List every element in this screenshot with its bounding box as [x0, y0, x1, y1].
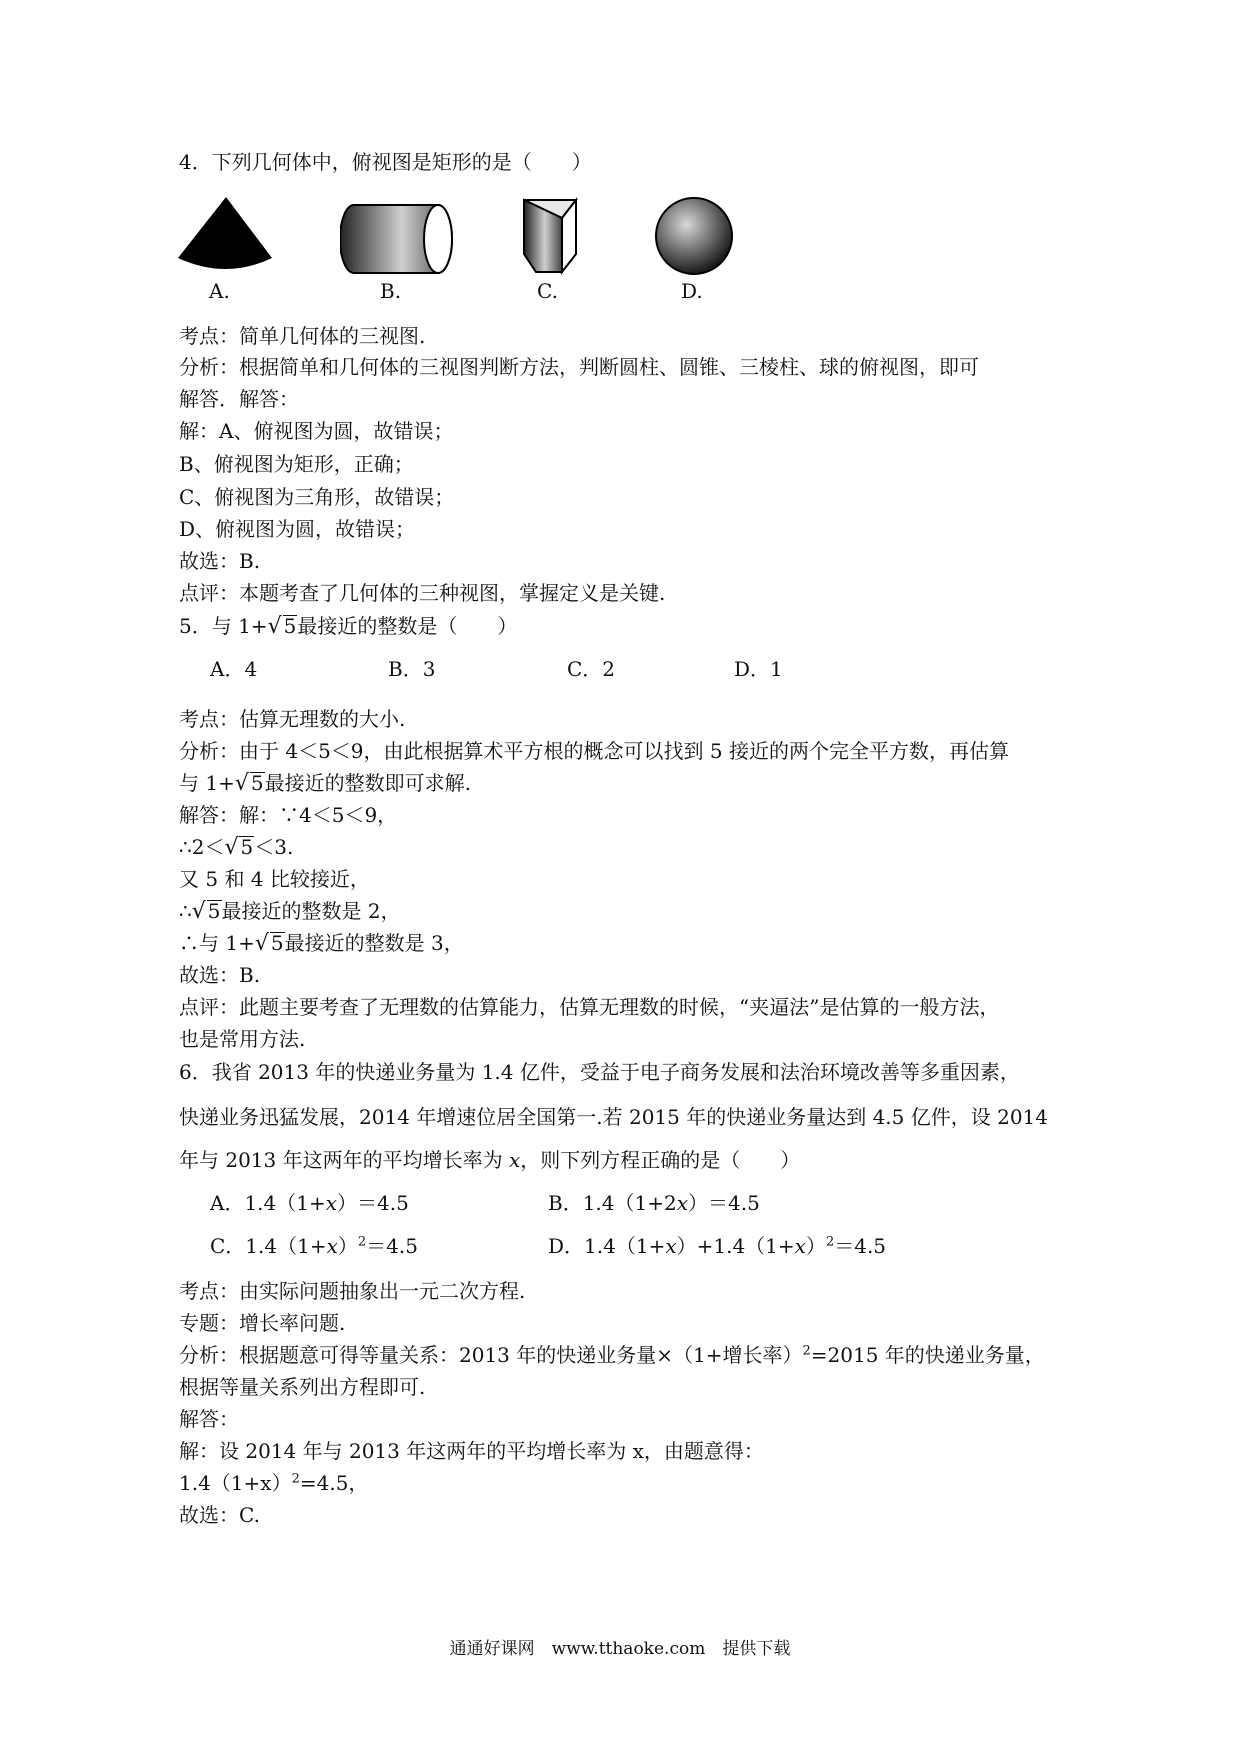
- q4-label-d: D.: [681, 279, 703, 303]
- q4-sol-1: 解：A、俯视图为圆，故错误；: [179, 419, 454, 443]
- q5-stem-b: 最接近的整数是（ ）: [297, 614, 518, 638]
- q5-jieda-2a: ∴2＜: [179, 835, 225, 859]
- q5-option-d: D．1: [734, 657, 783, 681]
- var-x: x: [326, 1234, 338, 1258]
- exponent: 2: [825, 1234, 835, 1250]
- q6-sol-1: 解：设 2014 年与 2013 年这两年的平均增长率为 x，由题意得：: [179, 1439, 764, 1463]
- q4-sol-2: B、俯视图为矩形，正确；: [179, 452, 414, 476]
- q4-kaodian: 考点：简单几何体的三视图.: [179, 324, 426, 348]
- q6-option-c-pre: C．1.4（1+: [210, 1234, 327, 1258]
- var-x: x: [794, 1234, 806, 1258]
- q5-fenxi-1: 分析：由于 4＜5＜9，由此根据算术平方根的概念可以找到 5 接近的两个完全平方数，再估算: [179, 739, 1009, 763]
- q6-option-c-post: ）: [337, 1234, 358, 1258]
- q5-dianping-2: 也是常用方法.: [179, 1027, 306, 1051]
- q4-label-b: B.: [380, 279, 402, 303]
- q6-choice: 故选：C.: [179, 1503, 260, 1527]
- triangular-prism-icon: [520, 196, 580, 276]
- q6-stem-3b: ，则下列方程正确的是（ ）: [520, 1148, 801, 1172]
- q6-option-c: [210, 1232, 418, 1260]
- q6-option-c-end: ＝4.5: [366, 1234, 418, 1258]
- q6-option-b: [548, 1189, 760, 1217]
- var-x: x: [508, 1148, 521, 1172]
- q5-jieda-5b: 最接近的整数是 3，: [284, 931, 464, 955]
- q6-option-d-pre: D．1.4（1+: [548, 1234, 666, 1258]
- q5-choice: 故选：B.: [179, 963, 261, 987]
- sqrt-sign: √: [267, 614, 282, 639]
- q6-fenxi-2: 根据等量关系列出方程即可.: [179, 1375, 426, 1399]
- q5-option-b: B．3: [388, 657, 436, 681]
- q4-sol-3: C、俯视图为三角形，故错误；: [179, 485, 455, 509]
- q5-dianping-1: 点评：此题主要考查了无理数的估算能力，估算无理数的时候，“夹逼法”是估算的一般方法，: [179, 995, 1000, 1019]
- q6-option-d-end: ＝4.5: [834, 1234, 887, 1258]
- exponent: 2: [291, 1471, 300, 1487]
- q6-option-a: [210, 1189, 409, 1217]
- q6-sol-2: [179, 1469, 368, 1497]
- q4-fenxi: 分析：根据简单和几何体的三视图判断方法，判断圆柱、圆锥、三棱柱、球的俯视图，即可: [179, 355, 979, 379]
- cone-icon: [176, 194, 276, 274]
- q6-zhuanti: 专题：增长率问题.: [179, 1311, 346, 1335]
- q5-jieda-3: 又 5 和 4 比较接近，: [179, 867, 370, 891]
- q6-stem-3a: 年与 2013 年这两年的平均增长率为: [179, 1148, 509, 1172]
- q5-option-c: C．2: [567, 657, 616, 681]
- q4-stem: 4．下列几何体中，俯视图是矩形的是（ ）: [179, 150, 592, 174]
- q6-stem-2: 快递业务迅猛发展，2014 年增速位居全国第一.若 2015 年的快递业务量达到 4.5 亿件，设 2014: [179, 1105, 1049, 1129]
- q5-stem-a: 5．与 1+: [179, 614, 268, 638]
- q5-jieda-5: [179, 929, 464, 958]
- page-footer: 通通好课网 www.tthaoke.com 提供下载: [449, 1639, 791, 1659]
- q6-jieda: 解答：: [179, 1407, 239, 1431]
- q6-option-b-post: ）＝4.5: [688, 1191, 760, 1215]
- q5-fenxi-2b: 最接近的整数即可求解.: [264, 771, 471, 795]
- q5-jieda-1: 解答：解：∵4＜5＜9，: [179, 803, 398, 827]
- q5-rad: 5: [283, 614, 297, 638]
- q6-option-a-post: ）＝4.5: [337, 1191, 409, 1215]
- q5-rad: 5: [250, 771, 264, 795]
- q4-label-a: A.: [209, 279, 230, 303]
- var-x: x: [676, 1191, 688, 1215]
- q5-jieda-4b: 最接近的整数是 2，: [221, 899, 401, 923]
- q4-label-c: C.: [537, 279, 558, 303]
- q6-option-a-pre: A．1.4（1+: [210, 1191, 326, 1215]
- q4-choice: 故选：B.: [179, 549, 261, 573]
- sphere-icon: [652, 196, 736, 276]
- q5-fenxi-2a: 与 1+: [179, 771, 235, 795]
- q6-fenxi-1: [179, 1341, 1045, 1369]
- q4-jieda-title: 解答．解答：: [179, 387, 299, 411]
- var-x: x: [325, 1191, 338, 1215]
- cylinder-icon: [340, 201, 456, 277]
- q4-dianping: 点评：本题考查了几何体的三种视图，掌握定义是关键.: [179, 581, 666, 605]
- q6-stem-3: [179, 1146, 800, 1174]
- q6-sol-2b: =4.5，: [299, 1471, 369, 1495]
- q6-stem-1: 6．我省 2013 年的快递业务量为 1.4 亿件，受益于电子商务发展和法治环境改善等多重因素，: [179, 1060, 1020, 1084]
- q5-option-a: A．4: [210, 657, 258, 681]
- q6-option-d-mid: ）+1.4（1+: [676, 1234, 795, 1258]
- q5-fenxi-2: [179, 769, 471, 798]
- exponent: 2: [357, 1234, 367, 1250]
- q6-kaodian: 考点：由实际问题抽象出一元二次方程.: [179, 1279, 526, 1303]
- q5-rad: 5: [207, 899, 221, 923]
- q6-option-b-pre: B．1.4（1+2: [548, 1191, 677, 1215]
- q5-jieda-4a: ∴: [179, 899, 192, 923]
- q6-option-d: [548, 1232, 886, 1260]
- q6-fenxi-1a: 分析：根据题意可得等量关系：2013 年的快递业务量×（1+增长率）: [179, 1343, 803, 1367]
- sqrt-sign: √: [191, 899, 206, 924]
- q6-sol-2a: 1.4（1+x）: [179, 1471, 292, 1495]
- exponent: 2: [802, 1343, 811, 1359]
- q5-kaodian: 考点：估算无理数的大小.: [179, 707, 406, 731]
- sqrt-sign: √: [254, 931, 269, 956]
- q5-jieda-5a: ∴与 1+: [179, 931, 255, 955]
- q5-jieda-4: [179, 897, 401, 926]
- q5-rad: 5: [270, 931, 284, 955]
- sqrt-sign: √: [224, 835, 239, 860]
- q5-rad: 5: [240, 835, 254, 859]
- q5-stem: [179, 612, 517, 641]
- q6-fenxi-1b: =2015 年的快递业务量，: [810, 1343, 1045, 1367]
- q6-option-d-post: ）: [805, 1234, 826, 1258]
- var-x: x: [665, 1234, 677, 1258]
- q5-jieda-2: [179, 833, 293, 862]
- q5-jieda-2b: ＜3.: [254, 835, 294, 859]
- q4-sol-4: D、俯视图为圆，故错误；: [179, 517, 416, 541]
- sqrt-sign: √: [234, 771, 249, 796]
